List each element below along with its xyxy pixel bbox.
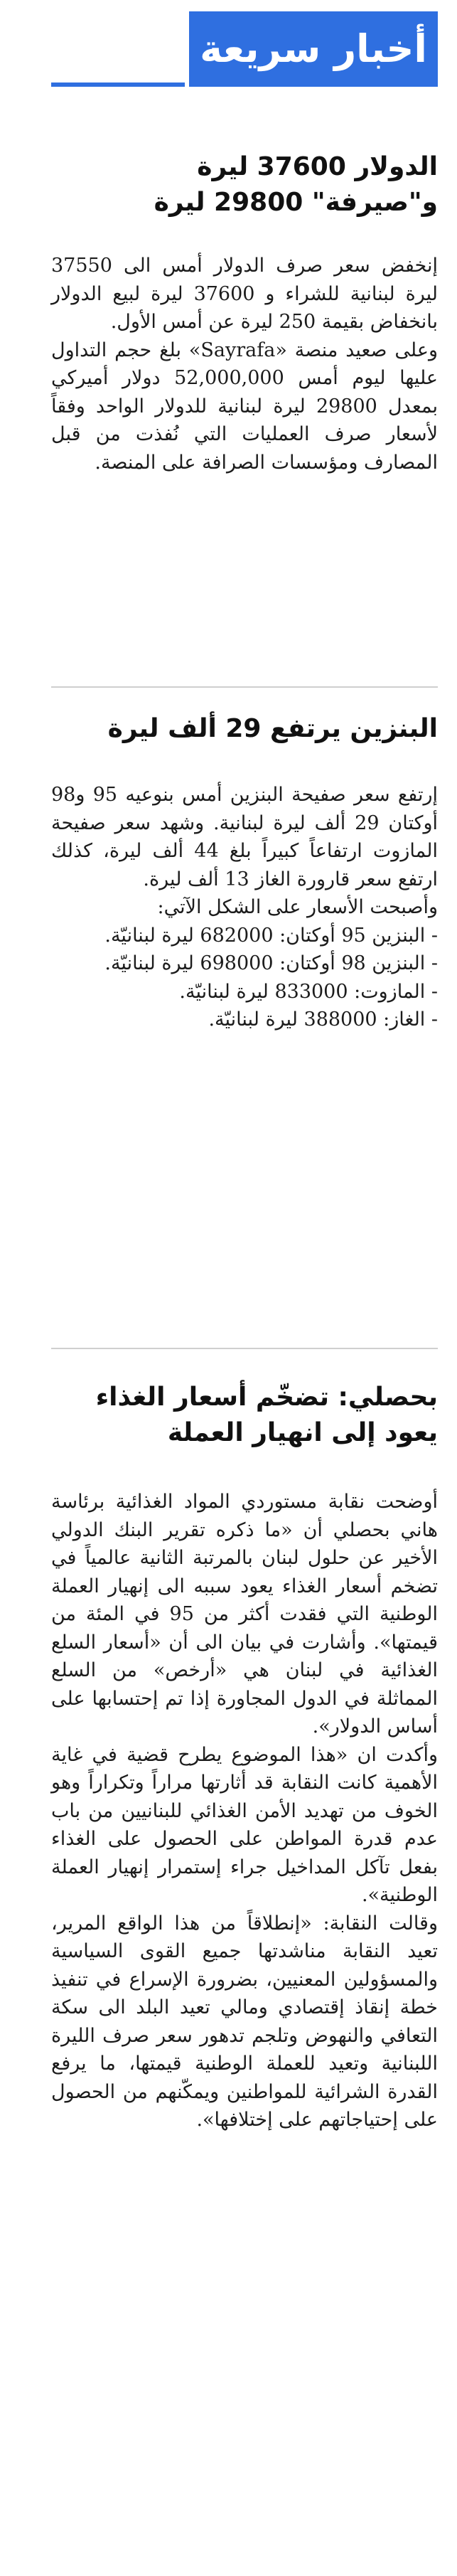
- section-title: أخبار سريعة: [200, 26, 427, 71]
- section-header: [51, 9, 438, 92]
- article-divider: [51, 1348, 438, 1349]
- article-food-prices: [51, 1380, 438, 2134]
- article-headline: [51, 149, 438, 220]
- list-item: - البنزين 98 أوكتان: 698000 ليرة لبنانيّة.: [104, 952, 438, 974]
- headline-line: الدولار 37600 ليرة: [197, 152, 438, 181]
- article-divider: [51, 686, 438, 688]
- article-paragraph: إرتفع سعر صفيحة البنزين أمس بنوعيه 95 و98 أوكتان 29 ألف ليرة لبنانية. وشهد سعر صفيحة المازوت ارتفاعاً كبيراً بلغ 44 ألف ليرة، كذلك ارتفع سعر قارورة الغاز 13 ألف ليرة.: [51, 784, 439, 890]
- section-title-box: [189, 11, 438, 87]
- article-headline: [51, 1380, 438, 1451]
- list-item: - الغاز: 388000 ليرة لبنانيّة.: [208, 1008, 438, 1031]
- article-fuel-prices: [51, 711, 438, 1034]
- article-headline: [51, 711, 438, 747]
- article-body: [51, 252, 438, 477]
- article-paragraph: أوضحت نقابة مستوردي المواد الغذائية برئاسة هاني بحصلي أن «ما ذكره تقرير البنك الدولي الأخير عن حلول لبنان بالمرتبة الثانية عالمياً في تضخم أسعار الغذاء يعود سببه الى إنهيار العملة الوطنية التي فقدت أكثر من 95 في المئة من قيمتها». وأشارت في بيان الى أن «أسعار السلع الغذائية في لبنان هي «أرخص» من السلع المماثلة في الدول المجاورة إذا تم إحتسابها على أساس الدولار».: [51, 1491, 438, 1737]
- headline-line: و"صيرفة" 29800 ليرة: [154, 188, 438, 217]
- article-paragraph: وأكدت ان «هذا الموضوع يطرح قضية في غاية الأهمية كانت النقابة قد أثارتها مراراً وتكراراً وهو الخوف من تهديد الأمن الغذائي للبنانيين من باب عدم قدرة المواطن على الحصول على الغذاء بفعل تآكل المداخيل جراء إستمرار إنهيار العملة الوطنية».: [51, 1743, 438, 1906]
- headline-line: يعود إلى انهيار العملة: [167, 1418, 438, 1447]
- headline-line: بحصلي: تضخّم أسعار الغذاء: [95, 1383, 438, 1412]
- article-dollar-rate: [51, 149, 438, 477]
- section-accent-rule: [51, 83, 185, 87]
- article-paragraph: وعلى صعيد منصة «Sayrafa» بلغ حجم التداول عليها ليوم أمس 52,000,000 دولار أميركي بمعدل 29800 ليرة لبنانية للدولار الواحد وفقاً لأسعار صرف العمليات التي نُفذت من قبل المصارف ومؤسسات الصرافة على المنصة.: [51, 339, 439, 474]
- article-paragraph: إنخفض سعر صرف الدولار أمس الى 37550 ليرة لبنانية للشراء و 37600 ليرة لبيع الدولار بانخفاض بقيمة 250 ليرة عن أمس الأول.: [51, 255, 438, 333]
- fuel-price-list: [51, 922, 438, 1034]
- list-item: - المازوت: 833000 ليرة لبنانيّة.: [179, 980, 438, 1003]
- article-paragraph: وأصبحت الأسعار على الشكل الآتي:: [157, 896, 438, 918]
- article-paragraph: وقالت النقابة: «إنطلاقاً من هذا الواقع المرير، تعيد النقابة مناشدتها جميع القوى السياسية والمسؤولين المعنيين، بضرورة الإسراع في تنفيذ خطة إنقاذ إقتصادي ومالي تعيد البلد الى سكة التعافي والنهوض وتلجم تدهور سعر صرف الليرة اللبنانية وتعيد للعملة الوطنية قيمتها، ما يرفع القدرة الشرائية للمواطنين ويمكّنهم من الحصول على إحتياجاتهم على إختلافها».: [51, 1912, 438, 2131]
- list-item: - البنزين 95 أوكتان: 682000 ليرة لبنانيّة.: [104, 924, 438, 947]
- headline-line: البنزين يرتفع 29 ألف ليرة: [107, 714, 438, 743]
- article-body: [51, 1488, 438, 2134]
- article-body: [51, 781, 438, 1034]
